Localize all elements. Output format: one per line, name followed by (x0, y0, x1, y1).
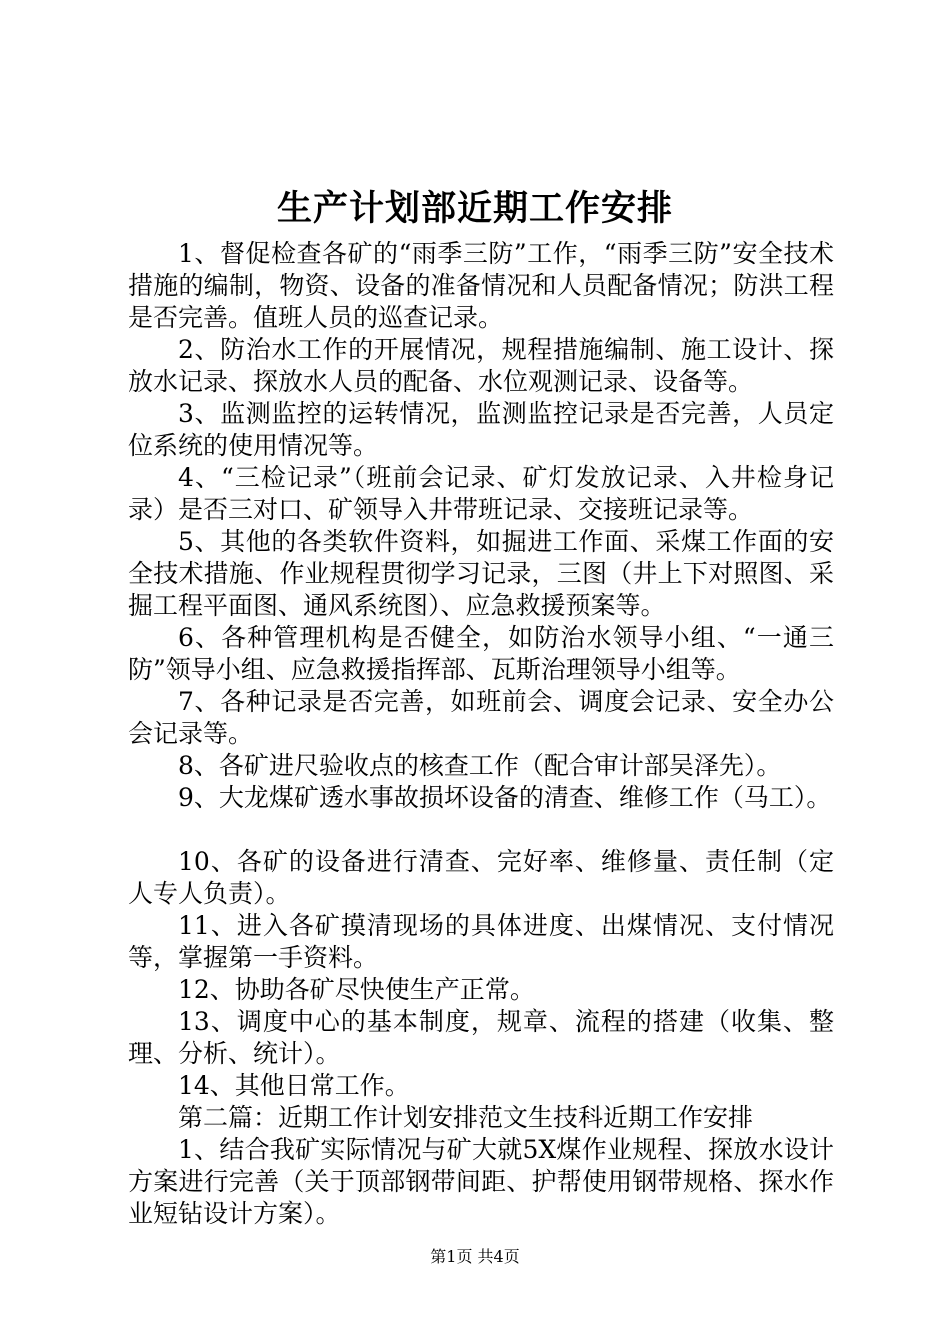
section-heading-part-2: 第二篇：近期工作计划安排范文生技科近期工作安排 (178, 1103, 754, 1132)
page-footer: 第1页 共4页 (430, 1247, 520, 1266)
paragraph-11: 11、进入各矿摸清现场的具体进度、出煤情况、支付情况等，掌握第一手资料。 (128, 911, 834, 972)
paragraph-14: 14、其他日常工作。 (178, 1071, 410, 1100)
paragraph-9: 9、大龙煤矿透水事故损坏设备的清查、维修工作（马工）。 (178, 783, 832, 812)
paragraph-5: 5、其他的各类软件资料，如掘进工作面、采煤工作面的安全技术措施、作业规程贯彻学习记录，三图（井上下对照图、采掘工程平面图、通风系统图）、应急救援预案等。 (128, 527, 834, 620)
blank-line (128, 814, 834, 846)
paragraph-part2-1: 1、结合我矿实际情况与矿大就5X煤作业规程、探放水设计方案进行完善（关于顶部钢带间距、护帮使用钢带规格、探水作业短钻设计方案）。 (128, 1135, 834, 1228)
paragraph-6: 6、各种管理机构是否健全，如防治水领导小组、“一通三防”领导小组、应急救援指挥部、瓦斯治理领导小组等。 (128, 623, 834, 684)
paragraph-2: 2、防治水工作的开展情况，规程措施编制、施工设计、探放水记录、探放水人员的配备、水位观测记录、设备等。 (128, 335, 834, 396)
paragraph-7: 7、各种记录是否完善，如班前会、调度会记录、安全办公会记录等。 (128, 687, 834, 748)
paragraph-1: 1、督促检查各矿的“雨季三防”工作，“雨季三防”安全技术措施的编制，物资、设备的准备情况和人员配备情况；防洪工程是否完善。值班人员的巡查记录。 (128, 239, 834, 332)
paragraph-12: 12、协助各矿尽快使生产正常。 (178, 975, 535, 1004)
paragraph-10: 10、各矿的设备进行清查、完好率、维修量、责任制（定人专人负责）。 (128, 847, 834, 908)
paragraph-13: 13、调度中心的基本制度，规章、流程的搭建（收集、整理、分析、统计）。 (128, 1007, 834, 1068)
paragraph-8: 8、各矿进尺验收点的核查工作（配合审计部吴泽先）。 (178, 751, 782, 780)
page-title: 生产计划部近期工作安排 (276, 188, 673, 229)
document-body (128, 238, 834, 1230)
paragraph-3: 3、监测监控的运转情况，监测监控记录是否完善，人员定位系统的使用情况等。 (128, 399, 834, 460)
paragraph-4: 4、“三检记录”（班前会记录、矿灯发放记录、入井检身记录）是否三对口、矿领导入井带班记录、交接班记录等。 (128, 463, 834, 524)
